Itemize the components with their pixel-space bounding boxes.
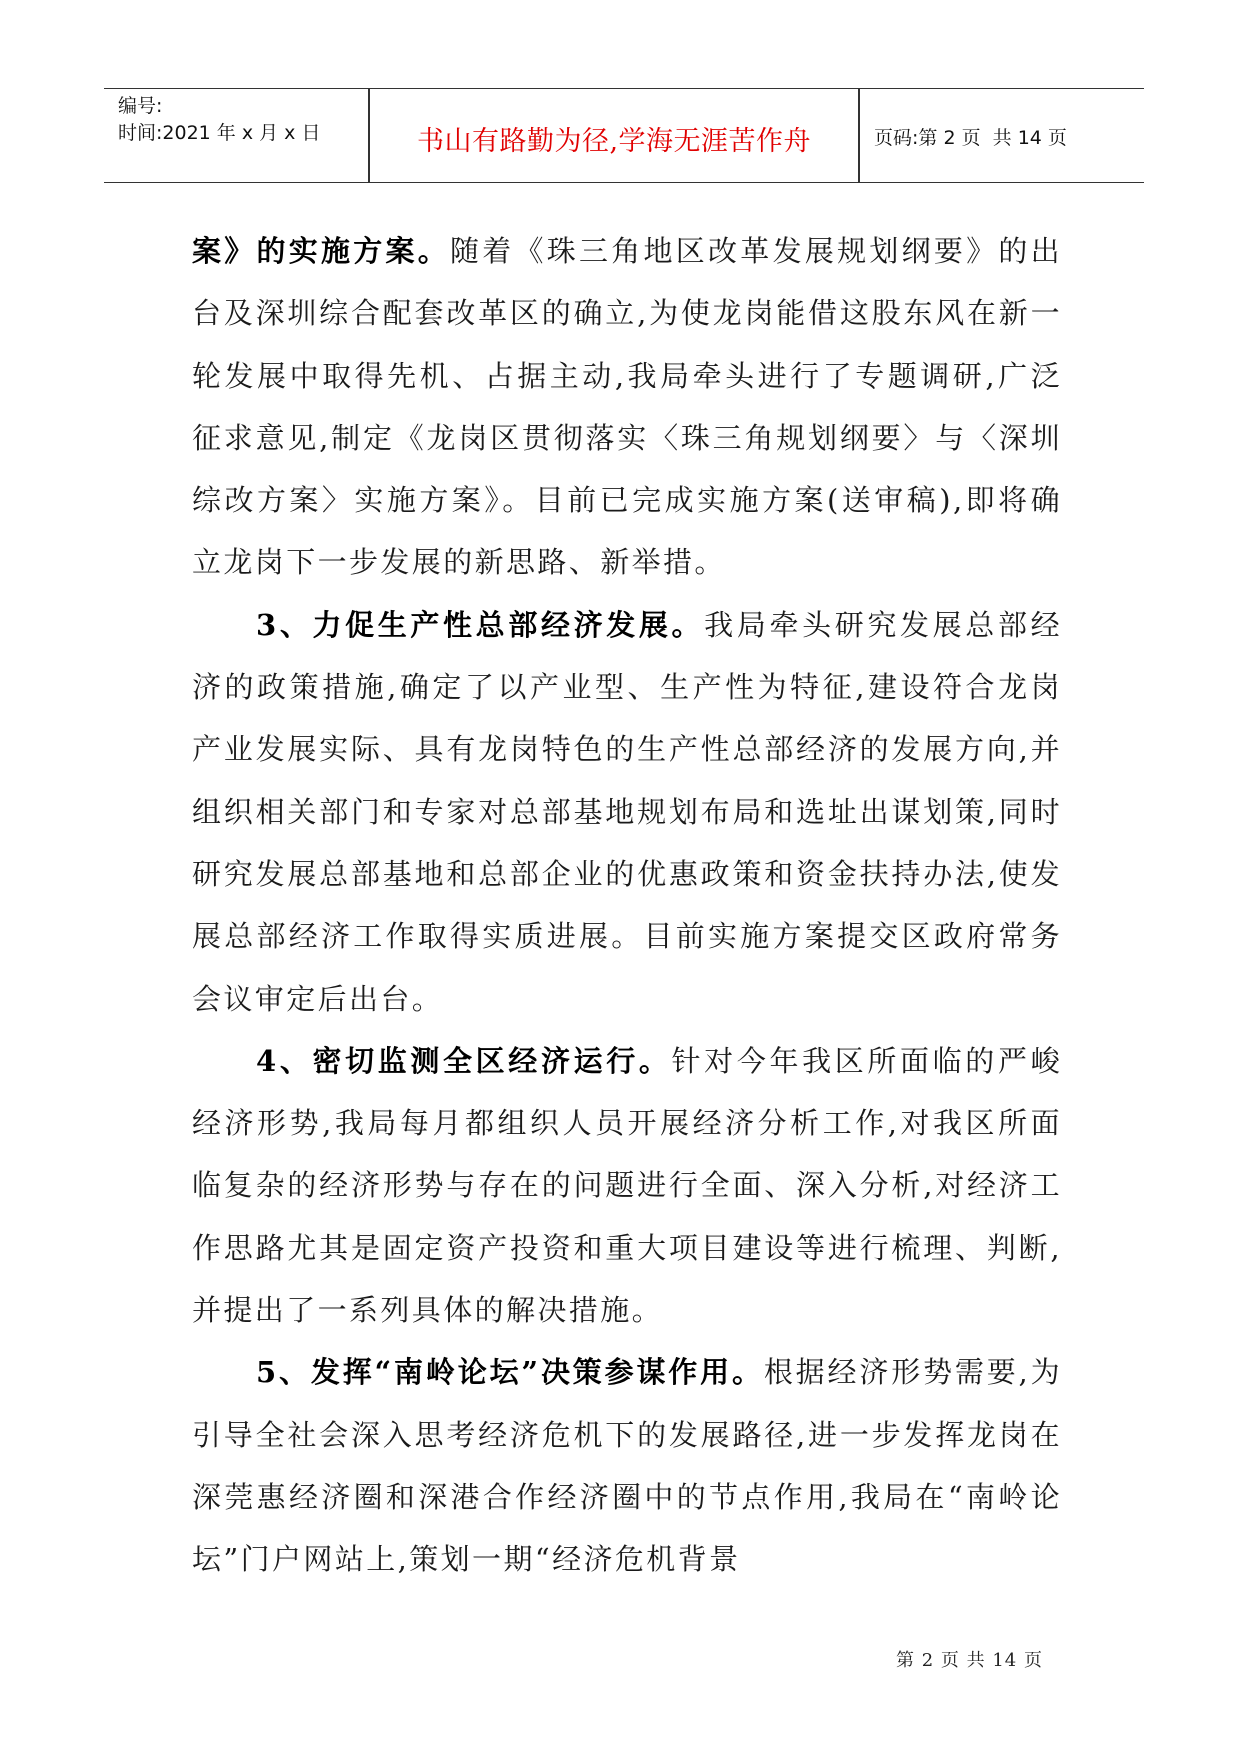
paragraph-heading: 3、力促生产性总部经济发展。 — [256, 607, 705, 642]
paragraph-heading: 案》的实施方案。 — [192, 234, 451, 268]
paragraph-4 — [192, 1341, 1062, 1590]
document-body — [192, 220, 1062, 1591]
paragraph-heading: 5、发挥“南岭论坛”决策参谋作用。 — [256, 1355, 764, 1390]
paragraph-1 — [192, 220, 1062, 594]
document-number-label: 编号: — [118, 95, 163, 117]
paragraph-3 — [192, 1030, 1062, 1341]
page-header — [104, 88, 1144, 183]
paragraph-text: 针对今年我区所面临的严峻经济形势,我局每月都组织人员开展经济分析工作,对我区所面临复杂的经济形势与存在的问题进行全面、深入分析,对经济工作思路尤其是固定资产投资和重大项目建设等进行梳理、判断,并提出了一系列具体的解决措施。 — [192, 1043, 1062, 1328]
header-meta — [118, 93, 320, 147]
page-footer: 第 2 页 共 14 页 — [896, 1650, 1043, 1671]
paragraph-text: 我局牵头研究发展总部经济的政策措施,确定了以产业型、生产性为特征,建设符合龙岗产业发展实际、具有龙岗特色的生产性总部经济的发展方向,并组织相关部门和专家对总部基地规划布局和选址出谋划策,同时研究发展总部基地和总部企业的优惠政策和资金扶持办法,使发展总部经济工作取得实质进展。目前实施方案提交区政府常务会议审定后出台。 — [192, 607, 1062, 1016]
paragraph-text: 根据经济形势需要,为引导全社会深入思考经济危机下的发展路径,进一步发挥龙岗在深莞惠经济圈和深港合作经济圈中的节点作用,我局在“南岭论坛”门户网站上,策划一期“经济危机背景 — [192, 1355, 1063, 1577]
header-page-label: 页码:第 2 页 共 14 页 — [874, 127, 1067, 149]
paragraph-2 — [192, 594, 1062, 1030]
header-divider — [858, 89, 860, 182]
paragraph-heading: 4、密切监测全区经济运行。 — [256, 1043, 672, 1078]
document-time-label: 时间:2021 年 x 月 x 日 — [118, 122, 321, 144]
header-motto: 书山有路勤为径,学海无涯苦作舟 — [416, 126, 812, 157]
paragraph-text: 随着《珠三角地区改革发展规划纲要》的出台及深圳综合配套改革区的确立,为使龙岗能借这股东风在新一轮发展中取得先机、占据主动,我局牵头进行了专题调研,广泛征求意见,制定《龙岗区贯彻落实〈珠三角规划纲要〉与〈深圳综改方案〉实施方案》。目前已完成实施方案(送审稿),即将确立龙岗下一步发展的新思路、新举措。 — [192, 234, 1062, 580]
